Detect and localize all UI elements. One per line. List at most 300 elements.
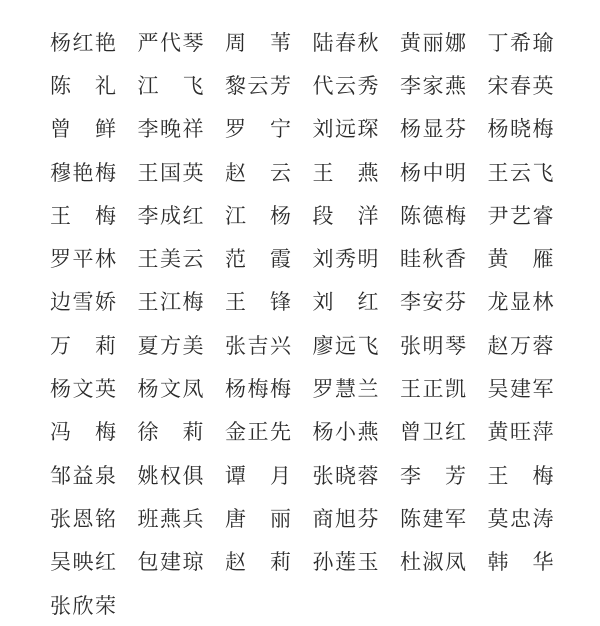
- name-text: [313, 330, 379, 360]
- name-text: [138, 27, 204, 57]
- name-char: 美: [182, 333, 204, 358]
- name-text: [225, 416, 291, 446]
- name-text: [313, 546, 379, 576]
- name-entry: [225, 150, 313, 193]
- name-char: 月: [270, 463, 291, 488]
- name-text: [225, 503, 291, 533]
- name-entry: [138, 540, 226, 583]
- name-char: 莲: [335, 550, 356, 575]
- name-char: 林: [95, 247, 116, 272]
- name-text: [400, 503, 466, 533]
- name-text: [488, 286, 554, 316]
- name-char: 琛: [357, 117, 379, 142]
- name-text: [138, 113, 204, 143]
- name-char: 江: [160, 290, 181, 315]
- name-char: 晓: [335, 463, 356, 488]
- name-char: 杨: [50, 377, 71, 402]
- name-char: 李: [400, 463, 421, 488]
- name-char: 范: [225, 247, 246, 272]
- name-char: 李: [400, 73, 421, 98]
- name-char: 王: [137, 290, 159, 315]
- name-char: 眭: [400, 247, 421, 272]
- name-text: [138, 200, 204, 230]
- name-text: [400, 243, 466, 273]
- name-text: [225, 27, 291, 57]
- name-char: 淑: [422, 550, 444, 575]
- name-char: 赵: [225, 160, 246, 185]
- name-text: [488, 460, 554, 490]
- name-char: 建: [160, 550, 181, 575]
- name-char: 涛: [532, 506, 554, 531]
- name-char: 江: [137, 73, 159, 98]
- name-char: 慧: [335, 377, 356, 402]
- name-char: 祥: [182, 117, 204, 142]
- name-text: [50, 590, 116, 620]
- name-entry: [488, 366, 576, 409]
- name-char: 芳: [445, 463, 466, 488]
- name-entry: [225, 193, 313, 236]
- name-entry: [50, 583, 138, 626]
- name-char: 梅: [445, 203, 466, 228]
- name-char: 琴: [182, 30, 204, 55]
- name-char: 欣: [72, 593, 94, 618]
- name-char: 曾: [400, 420, 421, 445]
- name-text: [400, 546, 466, 576]
- name-char: 王: [312, 160, 334, 185]
- name-text: [488, 27, 554, 57]
- name-char: 梅: [247, 377, 269, 402]
- name-text: [225, 460, 291, 490]
- name-char: 丽: [422, 30, 444, 55]
- name-char: 明: [445, 160, 466, 185]
- name-char: 秋: [357, 30, 379, 55]
- name-char: 秀: [335, 247, 356, 272]
- name-char: 英: [532, 73, 554, 98]
- name-char: 夏: [137, 333, 159, 358]
- name-entry: [138, 280, 226, 323]
- name-entry: [488, 453, 576, 496]
- name-char: 龙: [487, 290, 509, 315]
- name-text: [488, 113, 554, 143]
- name-text: [50, 243, 116, 273]
- name-entry: [138, 150, 226, 193]
- name-char: 燕: [357, 160, 379, 185]
- name-char: 兵: [182, 506, 204, 531]
- name-char: 韩: [487, 550, 509, 575]
- name-char: 芬: [445, 117, 466, 142]
- name-entry: [488, 496, 576, 539]
- name-char: 娇: [95, 290, 116, 315]
- name-entry: [400, 107, 488, 150]
- name-char: 军: [445, 506, 466, 531]
- name-entry: [50, 20, 138, 63]
- name-char: 芬: [357, 506, 379, 531]
- name-char: 忠: [510, 506, 531, 531]
- name-char: 黄: [487, 420, 509, 445]
- name-char: 陈: [50, 73, 71, 98]
- name-char: 恩: [72, 506, 94, 531]
- name-char: 英: [182, 160, 204, 185]
- name-entry: [50, 63, 138, 106]
- name-char: 丽: [270, 506, 291, 531]
- name-entry: [488, 280, 576, 323]
- name-entry: [313, 323, 401, 366]
- name-char: 万: [510, 333, 531, 358]
- name-char: 艺: [510, 203, 531, 228]
- name-entry: [313, 20, 401, 63]
- name-char: 娜: [445, 30, 466, 55]
- name-entry: [400, 150, 488, 193]
- name-char: 梅: [532, 117, 554, 142]
- name-text: [313, 286, 379, 316]
- name-char: 明: [422, 333, 444, 358]
- name-char: 刘: [312, 117, 334, 142]
- name-text: [313, 416, 379, 446]
- name-entry: [225, 280, 313, 323]
- name-entry: [488, 107, 576, 150]
- name-text: [138, 330, 204, 360]
- name-text: [400, 27, 466, 57]
- name-entry: [400, 63, 488, 106]
- name-char: 杜: [400, 550, 421, 575]
- name-char: 燕: [357, 420, 379, 445]
- name-char: 晓: [510, 117, 531, 142]
- name-char: 冯: [50, 420, 71, 445]
- name-char: 王: [487, 160, 509, 185]
- name-text: [488, 70, 554, 100]
- name-char: 张: [312, 463, 334, 488]
- name-text: [225, 546, 291, 576]
- name-char: 睿: [532, 203, 554, 228]
- name-char: 陈: [400, 203, 421, 228]
- name-char: 春: [335, 30, 356, 55]
- name-text: [400, 330, 466, 360]
- name-text: [313, 200, 379, 230]
- name-entry: [400, 236, 488, 279]
- name-char: 罗: [312, 377, 334, 402]
- name-entry: [313, 107, 401, 150]
- name-char: 丁: [487, 30, 509, 55]
- name-char: 吴: [487, 377, 509, 402]
- name-char: 燕: [445, 73, 466, 98]
- name-char: 明: [357, 247, 379, 272]
- name-entry: [488, 193, 576, 236]
- name-char: 严: [137, 30, 159, 55]
- name-text: [400, 113, 466, 143]
- name-text: [488, 416, 554, 446]
- name-text: [138, 546, 204, 576]
- name-char: 刘: [312, 247, 334, 272]
- name-char: 邹: [50, 463, 71, 488]
- name-char: 秀: [357, 73, 379, 98]
- name-char: 琼: [182, 550, 204, 575]
- name-char: 杨: [137, 377, 159, 402]
- name-char: 班: [137, 506, 159, 531]
- name-entry: [488, 410, 576, 453]
- name-entry: [313, 496, 401, 539]
- name-char: 蓉: [357, 463, 379, 488]
- name-entry: [400, 323, 488, 366]
- name-char: 文: [160, 377, 181, 402]
- name-char: 边: [50, 290, 71, 315]
- name-char: 杨: [270, 203, 291, 228]
- name-char: 尹: [487, 203, 509, 228]
- name-entry: [225, 540, 313, 583]
- name-char: 王: [50, 203, 71, 228]
- name-char: 曾: [50, 117, 71, 142]
- name-char: 显: [422, 117, 444, 142]
- name-char: 周: [225, 30, 246, 55]
- name-text: [138, 503, 204, 533]
- name-list: [50, 20, 575, 626]
- name-entry: [225, 236, 313, 279]
- name-char: 荣: [95, 593, 116, 618]
- name-entry: [400, 366, 488, 409]
- name-char: 芳: [270, 73, 291, 98]
- name-char: 军: [532, 377, 554, 402]
- name-char: 映: [72, 550, 94, 575]
- name-entry: [488, 63, 576, 106]
- name-entry: [50, 150, 138, 193]
- name-entry: [313, 193, 401, 236]
- name-text: [225, 286, 291, 316]
- name-text: [400, 70, 466, 100]
- name-text: [313, 373, 379, 403]
- name-char: 锋: [270, 290, 291, 315]
- name-text: [138, 70, 204, 100]
- name-text: [313, 157, 379, 187]
- name-char: 李: [137, 203, 159, 228]
- name-char: 云: [247, 73, 269, 98]
- name-char: 蓉: [532, 333, 554, 358]
- name-text: [138, 286, 204, 316]
- name-char: 德: [422, 203, 444, 228]
- name-char: 张: [50, 506, 71, 531]
- name-entry: [400, 410, 488, 453]
- name-char: 凤: [445, 550, 466, 575]
- name-text: [400, 286, 466, 316]
- name-char: 建: [422, 506, 444, 531]
- name-text: [225, 243, 291, 273]
- name-char: 王: [400, 377, 421, 402]
- name-char: 莉: [182, 420, 204, 445]
- name-char: 莉: [270, 550, 291, 575]
- name-char: 凯: [445, 377, 466, 402]
- name-entry: [313, 236, 401, 279]
- name-text: [400, 416, 466, 446]
- name-entry: [138, 453, 226, 496]
- name-text: [50, 200, 116, 230]
- name-char: 梅: [95, 203, 116, 228]
- name-char: 宁: [270, 117, 291, 142]
- name-text: [138, 373, 204, 403]
- name-char: 成: [160, 203, 181, 228]
- name-text: [400, 200, 466, 230]
- name-entry: [50, 410, 138, 453]
- name-char: 中: [422, 160, 444, 185]
- name-entry: [225, 453, 313, 496]
- name-text: [50, 416, 116, 446]
- name-entry: [400, 496, 488, 539]
- name-char: 霞: [270, 247, 291, 272]
- name-text: [488, 243, 554, 273]
- name-char: 燕: [160, 506, 181, 531]
- name-text: [138, 460, 204, 490]
- name-char: 王: [225, 290, 246, 315]
- name-char: 梅: [182, 290, 204, 315]
- name-text: [400, 460, 466, 490]
- name-char: 旺: [510, 420, 531, 445]
- name-char: 秋: [422, 247, 444, 272]
- name-char: 代: [312, 73, 334, 98]
- name-char: 卫: [422, 420, 444, 445]
- name-char: 张: [400, 333, 421, 358]
- name-char: 鲜: [95, 117, 116, 142]
- name-text: [313, 503, 379, 533]
- name-char: 代: [160, 30, 181, 55]
- name-char: 美: [160, 247, 181, 272]
- name-char: 英: [95, 377, 116, 402]
- name-entry: [50, 540, 138, 583]
- name-entry: [488, 540, 576, 583]
- name-char: 林: [532, 290, 554, 315]
- name-char: 雪: [72, 290, 94, 315]
- name-char: 梅: [270, 377, 291, 402]
- name-text: [313, 243, 379, 273]
- name-text: [50, 113, 116, 143]
- name-char: 安: [422, 290, 444, 315]
- name-text: [50, 546, 116, 576]
- name-entry: [50, 193, 138, 236]
- name-entry: [225, 63, 313, 106]
- name-char: 张: [50, 593, 71, 618]
- name-char: 杨: [225, 377, 246, 402]
- name-char: 万: [50, 333, 71, 358]
- name-entry: [138, 193, 226, 236]
- name-char: 远: [335, 117, 356, 142]
- name-char: 家: [422, 73, 444, 98]
- name-char: 红: [95, 550, 116, 575]
- name-char: 王: [137, 160, 159, 185]
- name-char: 凤: [182, 377, 204, 402]
- name-entry: [225, 323, 313, 366]
- name-char: 红: [72, 30, 94, 55]
- name-char: 艳: [72, 160, 94, 185]
- name-entry: [138, 107, 226, 150]
- name-entry: [400, 280, 488, 323]
- name-entry: [225, 496, 313, 539]
- name-char: 杨: [487, 117, 509, 142]
- name-char: 飞: [357, 333, 379, 358]
- name-char: 梅: [532, 463, 554, 488]
- name-entry: [313, 366, 401, 409]
- name-char: 远: [335, 333, 356, 358]
- name-char: 唐: [225, 506, 246, 531]
- name-text: [488, 330, 554, 360]
- name-text: [50, 330, 116, 360]
- name-char: 国: [160, 160, 181, 185]
- name-char: 萍: [532, 420, 554, 445]
- name-char: 琴: [445, 333, 466, 358]
- name-entry: [50, 366, 138, 409]
- name-char: 春: [510, 73, 531, 98]
- name-text: [400, 373, 466, 403]
- name-char: 雁: [532, 247, 554, 272]
- name-text: [50, 27, 116, 57]
- name-char: 先: [270, 420, 291, 445]
- name-char: 权: [160, 463, 181, 488]
- name-char: 旭: [335, 506, 356, 531]
- name-text: [138, 243, 204, 273]
- name-char: 红: [357, 290, 379, 315]
- name-char: 黄: [487, 247, 509, 272]
- name-char: 艳: [95, 30, 116, 55]
- name-text: [225, 113, 291, 143]
- name-entry: [488, 20, 576, 63]
- name-char: 莉: [95, 333, 116, 358]
- name-char: 小: [335, 420, 356, 445]
- name-entry: [225, 410, 313, 453]
- name-text: [225, 373, 291, 403]
- name-text: [313, 113, 379, 143]
- name-text: [50, 373, 116, 403]
- name-char: 华: [532, 550, 554, 575]
- name-entry: [50, 323, 138, 366]
- name-entry: [50, 496, 138, 539]
- name-char: 徐: [137, 420, 159, 445]
- name-char: 显: [510, 290, 531, 315]
- name-entry: [313, 63, 401, 106]
- name-char: 云: [270, 160, 291, 185]
- name-entry: [400, 453, 488, 496]
- name-text: [50, 503, 116, 533]
- name-text: [488, 503, 554, 533]
- name-char: 张: [225, 333, 246, 358]
- name-char: 杨: [400, 160, 421, 185]
- name-char: 益: [72, 463, 94, 488]
- name-char: 金: [225, 420, 246, 445]
- name-char: 谭: [225, 463, 246, 488]
- name-char: 文: [72, 377, 94, 402]
- name-char: 杨: [400, 117, 421, 142]
- name-char: 平: [72, 247, 94, 272]
- name-entry: [313, 410, 401, 453]
- name-char: 杨: [50, 30, 71, 55]
- name-entry: [138, 496, 226, 539]
- name-char: 段: [312, 203, 334, 228]
- name-entry: [313, 540, 401, 583]
- name-char: 晚: [160, 117, 181, 142]
- name-char: 芬: [445, 290, 466, 315]
- name-entry: [138, 366, 226, 409]
- name-char: 铭: [95, 506, 116, 531]
- name-entry: [225, 366, 313, 409]
- name-char: 瑜: [532, 30, 554, 55]
- name-text: [50, 70, 116, 100]
- name-entry: [488, 323, 576, 366]
- name-entry: [313, 453, 401, 496]
- name-char: 廖: [312, 333, 334, 358]
- name-entry: [400, 20, 488, 63]
- name-text: [488, 200, 554, 230]
- name-text: [400, 157, 466, 187]
- name-char: 俱: [182, 463, 204, 488]
- name-text: [313, 70, 379, 100]
- name-char: 穆: [50, 160, 71, 185]
- name-char: 赵: [487, 333, 509, 358]
- name-char: 洋: [357, 203, 379, 228]
- name-entry: [50, 236, 138, 279]
